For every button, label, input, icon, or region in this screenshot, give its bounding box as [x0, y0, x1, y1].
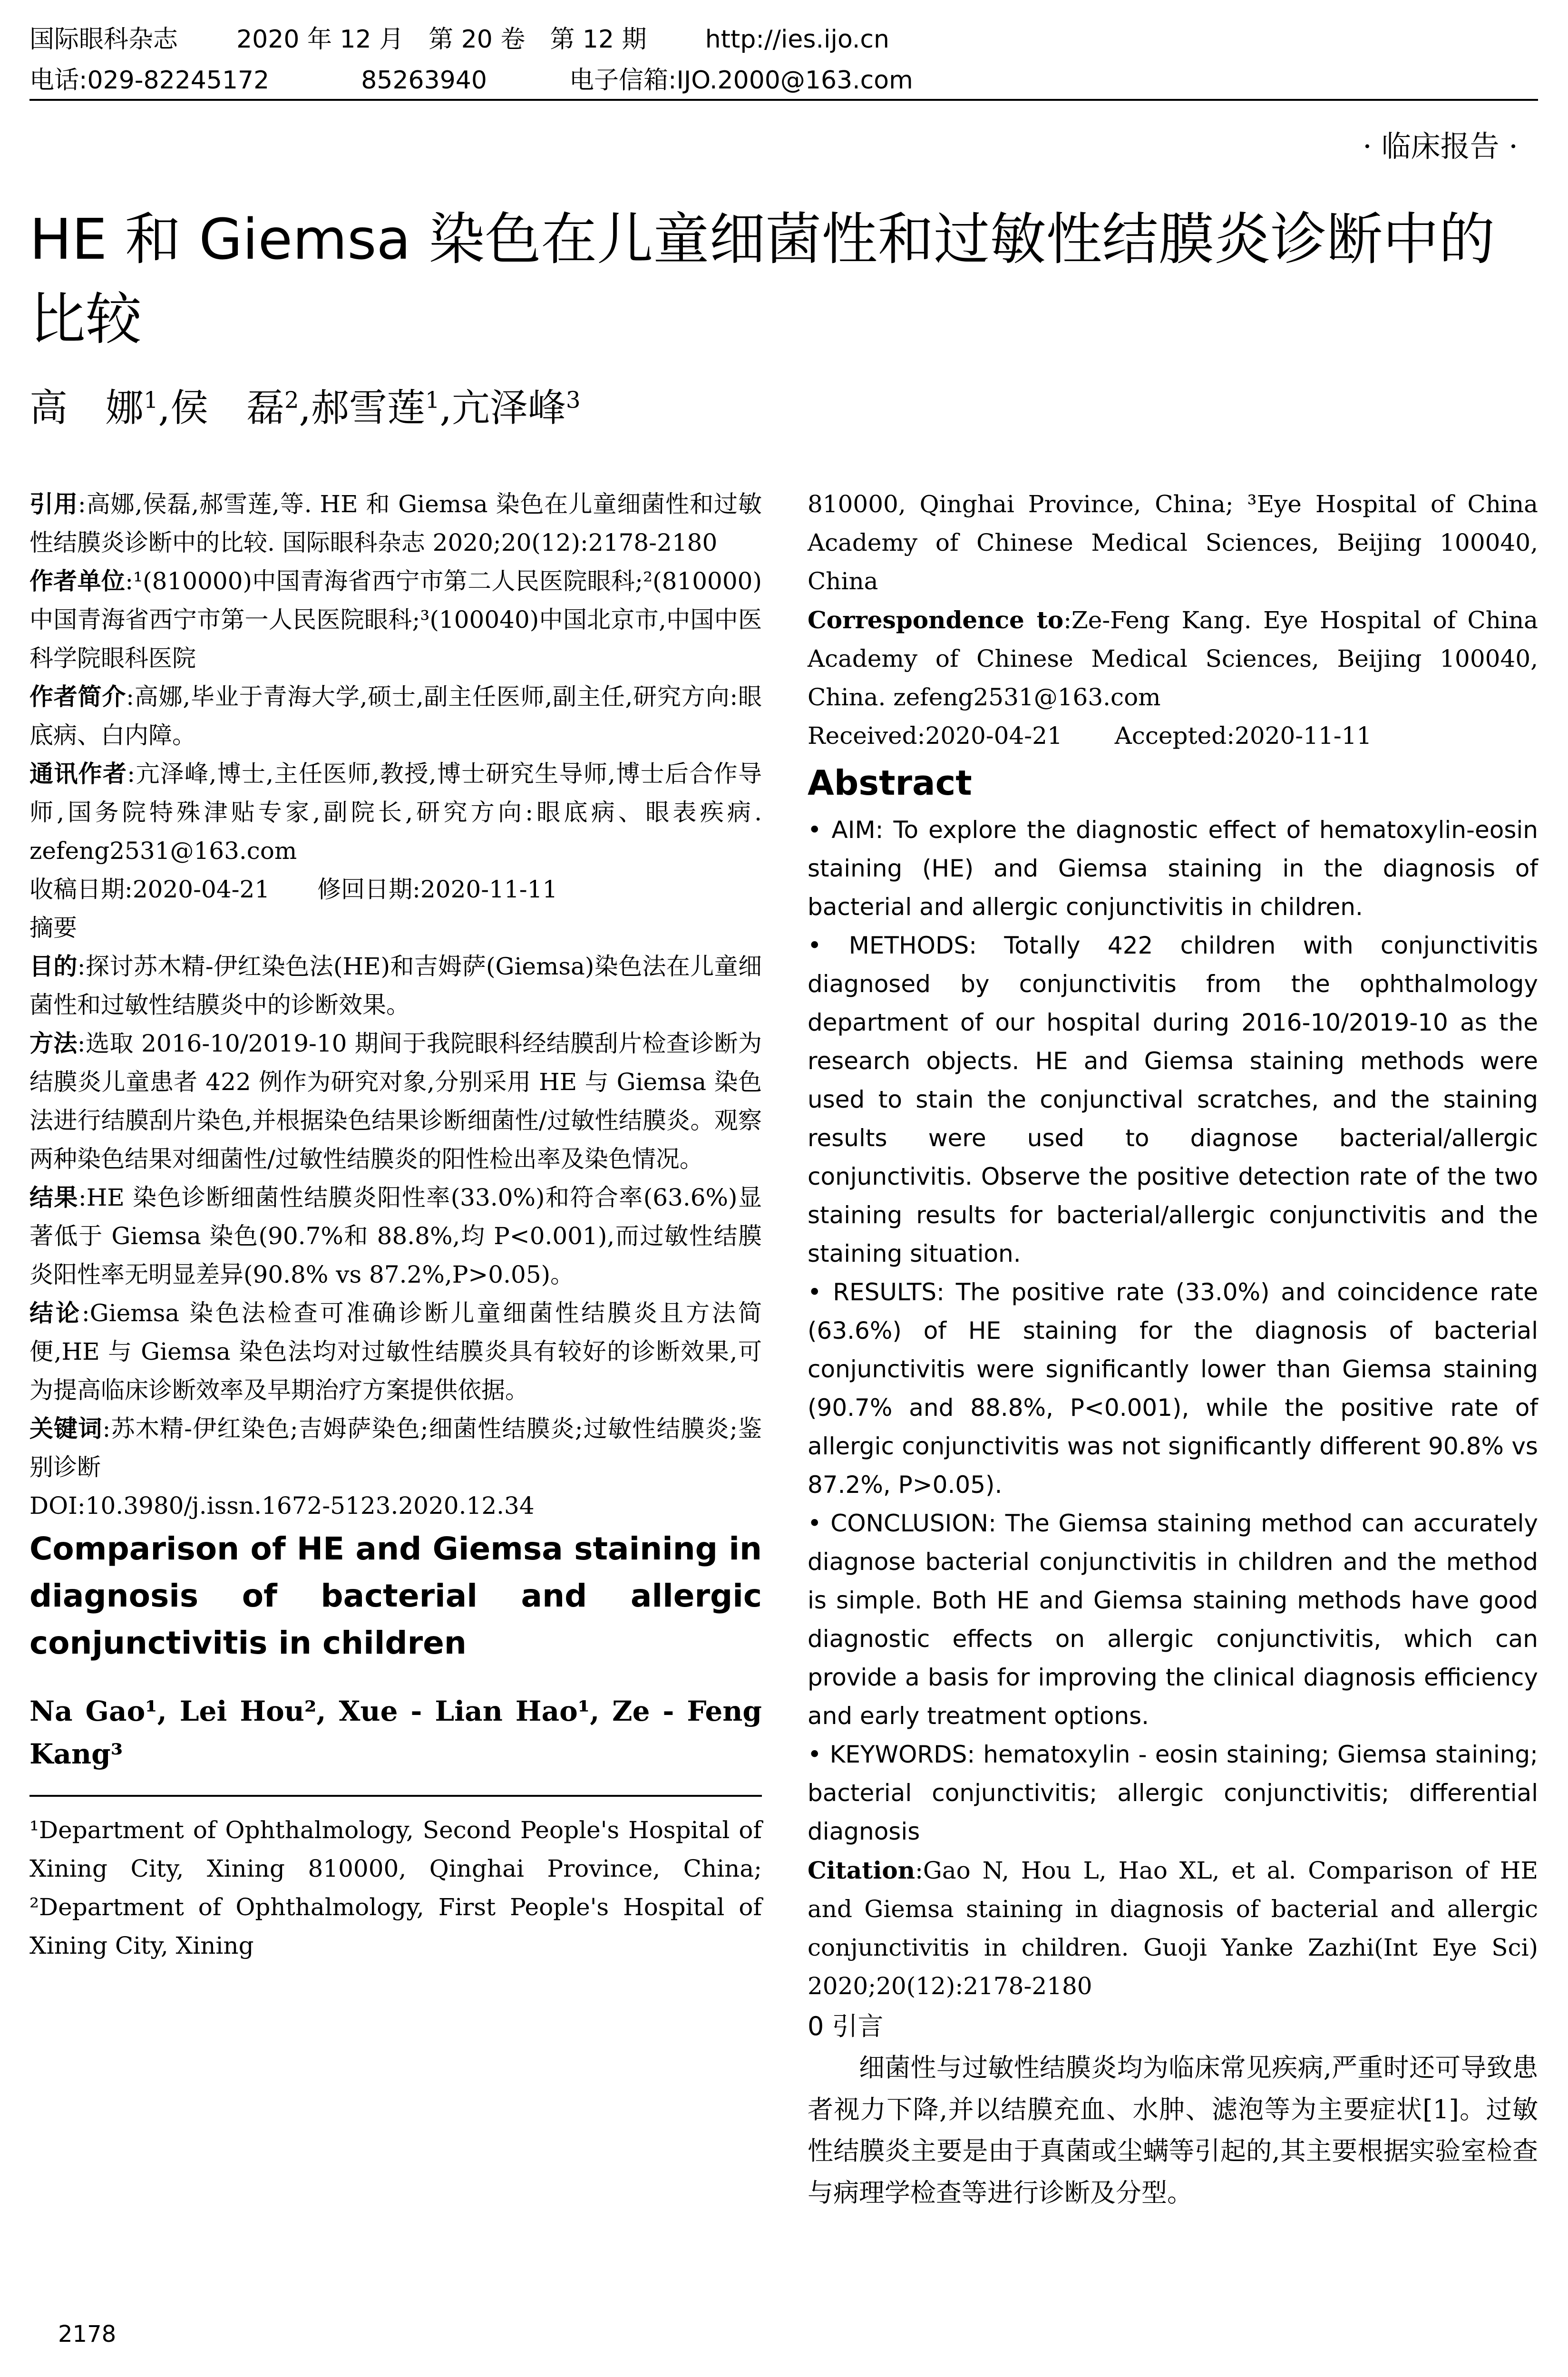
accepted-date: Accepted:2020-11-11	[1114, 722, 1372, 750]
corresponding-author-cn-label: 通讯作者	[29, 760, 127, 788]
author-cn-3-sup: 1	[425, 387, 440, 414]
author-bio-label: 作者简介	[29, 683, 127, 711]
abstract-cn-results	[29, 1179, 762, 1294]
abstract-cn-aim	[29, 947, 762, 1024]
correspondence-en-text: :Ze-Feng Kang. Eye Hospital of China Academy of Chinese Medical Sciences, Beijing 100040, China. zefeng2531@163.com	[808, 606, 1538, 711]
abstract-title: Abstract	[808, 763, 972, 803]
journal-header-line1	[29, 25, 889, 54]
journal-url[interactable]: http://ies.ijo.cn	[705, 25, 889, 54]
keywords-cn-label: 关键词	[29, 1415, 103, 1442]
author-cn-4-sup: 3	[565, 387, 581, 414]
keywords-cn	[29, 1410, 762, 1487]
affiliation-cn-label: 作者单位	[29, 567, 126, 595]
abstract-cn-methods	[29, 1024, 762, 1179]
english-title: Comparison of HE and Giemsa staining in diagnosis of bacterial and allergic conjunctivitis in children	[29, 1530, 762, 1661]
abstract-cn-conclusion	[29, 1294, 762, 1410]
journal-header-line2	[29, 66, 913, 95]
abstract-cn-methods-label: 方法	[29, 1030, 78, 1057]
abstract-cn-aim-label: 目的	[29, 953, 78, 980]
journal-phone2: 85263940	[361, 66, 487, 95]
english-affiliation-cont: 810000, Qinghai Province, China; ³Eye Hospital of China Academy of Chinese Medical Sciences, Beijing 100040, China	[808, 490, 1538, 595]
abstract-cn-results-text: :HE 染色诊断细菌性结膜炎阳性率(33.0%)和符合率(63.6%)显著低于 Giemsa 染色(90.7%和 88.8%,均 P<0.001),而过敏性结膜炎阳性率无明显差异(90.8% vs 87.2%,P>0.05)。	[29, 1184, 762, 1288]
journal-phone: 电话:029-82245172	[29, 66, 270, 95]
abstract-en-conclusion: • CONCLUSION: The Giemsa staining method can accurately diagnose bacterial conjunctivitis in children and the method is simple. Both HE and Giemsa staining methods have good diagnostic effects on allergic conjunctivitis, which can provide a basis for improving the clinical diagnosis efficiency and early treatment options.	[808, 1509, 1538, 1730]
author-cn-2: 侯 磊	[170, 386, 284, 430]
abstract-en-results: • RESULTS: The positive rate (33.0%) and coincidence rate (63.6%) of HE staining for the diagnosis of bacterial conjunctivitis were significantly lower than Giemsa staining (90.7% and 88.8%, P<0.001), while the positive rate of allergic conjunctivitis was not significantly different 90.8% vs 87.2%, P>0.05).	[808, 1278, 1538, 1499]
abstract-cn-conclusion-label: 结论	[29, 1299, 82, 1327]
intro-paragraph: 细菌性与过敏性结膜炎均为临床常见疾病,严重时还可导致患者视力下降,并以结膜充血、水肿、滤泡等为主要症状[1]。过敏性结膜炎主要是由于真菌或尘螨等引起的,其主要根据实验室检查与病理学检查等进行诊断及分型。	[808, 2053, 1538, 2208]
header-rule	[29, 99, 1538, 101]
author-bio-text: :高娜,毕业于青海大学,硕士,副主任医师,副主任,研究方向:眼底病、白内障。	[29, 683, 762, 749]
affiliation-cn	[29, 562, 762, 678]
intro-heading: 0 引言	[808, 2011, 884, 2041]
abstract-cn-conclusion-text: :Giemsa 染色法检查可准确诊断儿童细菌性结膜炎且方法简便,HE 与 Giemsa 染色法均对过敏性结膜炎具有较好的诊断效果,可为提高临床诊断效率及早期治疗方案提供依据。	[29, 1299, 762, 1404]
author-cn-2-sup: 2	[284, 387, 299, 414]
left-column	[29, 485, 762, 1965]
citation-cn-label: 引用	[29, 490, 78, 518]
abstract-cn-aim-text: :探讨苏木精-伊红染色法(HE)和吉姆萨(Giemsa)染色法在儿童细菌性和过敏性结膜炎中的诊断效果。	[29, 953, 762, 1019]
english-authors: Na Gao¹, Lei Hou², Xue - Lian Hao¹, Ze - Feng Kang³	[29, 1695, 762, 1770]
keywords-cn-text: :苏木精-伊红染色;吉姆萨染色;细菌性结膜炎;过敏性结膜炎;鉴别诊断	[29, 1415, 762, 1481]
citation-cn-text: :高娜,侯磊,郝雪莲,等. HE 和 Giemsa 染色在儿童细菌性和过敏性结膜炎诊断中的比较. 国际眼科杂志 2020;20(12):2178-2180	[29, 490, 762, 556]
abstract-en-aim: • AIM: To explore the diagnostic effect of hematoxylin-eosin staining (HE) and Giemsa staining in the diagnosis of bacterial and allergic conjunctivitis in children.	[808, 816, 1538, 921]
citation-en-text: :Gao N, Hou L, Hao XL, et al. Comparison of HE and Giemsa staining in diagnosis of bacterial and allergic conjunctivitis in children. Guoji Yanke Zazhi(Int Eye Sci) 2020;20(12):2178-2180	[808, 1856, 1538, 2000]
page-number: 2178	[58, 2321, 117, 2348]
section-label: · 临床报告 ·	[1363, 129, 1518, 164]
abstract-en	[808, 811, 1538, 1851]
affiliation-cn-text: :¹(810000)中国青海省西宁市第二人民医院眼科;²(810000)中国青海省西宁市第一人民医院眼科;³(100040)中国北京市,中国中医科学院眼科医院	[29, 567, 762, 672]
correspondence-en	[808, 601, 1538, 717]
abstract-en-methods: • METHODS: Totally 422 children with conjunctivitis diagnosed by conjunctivitis from the ophthalmology department of our hospital during 2016-10/2019-10 as the research objects. HE and Giemsa staining methods were used to stain the conjunctival scratches, and the staining results were used to diagnose bacterial/allergic conjunctivitis. Observe the positive detection rate of the two staining results for bacterial/allergic conjunctivitis and the staining situation.	[808, 931, 1538, 1267]
citation-en	[808, 1851, 1538, 2006]
english-affiliation: ¹Department of Ophthalmology, Second People's Hospital of Xining City, Xining 810000, Qinghai Province, China; ²Department of Ophthalmology, First People's Hospital of Xining City, Xining	[29, 1816, 762, 1959]
abstract-cn-results-label: 结果	[29, 1184, 78, 1211]
author-cn-3: 郝雪莲	[311, 386, 425, 430]
dates-en	[808, 717, 1538, 755]
affiliation-rule	[29, 1795, 762, 1797]
authors-cn: 高 娜$^1$,侯 磊$^2$,郝雪莲$^1$,亢泽峰$^3$	[29, 386, 581, 430]
author-cn-1: 高 娜	[29, 386, 144, 430]
right-column	[808, 485, 1538, 2213]
article-title: HE 和 Giemsa 染色在儿童细菌性和过敏性结膜炎诊断中的比较	[29, 206, 1495, 352]
citation-en-label: Citation	[808, 1856, 915, 1884]
author-bio	[29, 678, 762, 755]
journal-issue: 2020 年 12 月 第 20 卷 第 12 期	[236, 25, 647, 54]
correspondence-en-label: Correspondence to	[808, 606, 1064, 634]
abstract-cn-methods-text: :选取 2016-10/2019-10 期间于我院眼科经结膜刮片检查诊断为结膜炎儿童患者 422 例作为研究对象,分别采用 HE 与 Giemsa 染色法进行结膜刮片染色,并根据染色结果诊断细菌性/过敏性结膜炎。观察两种染色结果对细菌性/过敏性结膜炎的阳性检出率及染色情况。	[29, 1030, 762, 1173]
abstract-cn-title: 摘要	[29, 914, 77, 942]
corresponding-author-cn	[29, 755, 762, 870]
citation-cn	[29, 485, 762, 562]
received-date: Received:2020-04-21	[808, 722, 1062, 750]
corresponding-author-cn-text: :亢泽峰,博士,主任医师,教授,博士研究生导师,博士后合作导师,国务院特殊津贴专家,副院长,研究方向:眼底病、眼表疾病. zefeng2531@163.com	[29, 760, 762, 865]
doi[interactable]: DOI:10.3980/j.issn.1672-5123.2020.12.34	[29, 1492, 535, 1520]
journal-email[interactable]: 电子信箱:IJO.2000@163.com	[569, 66, 913, 95]
journal-name: 国际眼科杂志	[29, 25, 178, 54]
abstract-en-keywords: • KEYWORDS: hematoxylin - eosin staining; Giemsa staining; bacterial conjunctivitis; allergic conjunctivitis; differential diagnosis	[808, 1740, 1538, 1845]
author-cn-4: 亢泽峰	[451, 386, 566, 430]
author-cn-1-sup: 1	[144, 387, 158, 414]
dates-cn: 收稿日期:2020-04-21 修回日期:2020-11-11	[29, 876, 558, 903]
